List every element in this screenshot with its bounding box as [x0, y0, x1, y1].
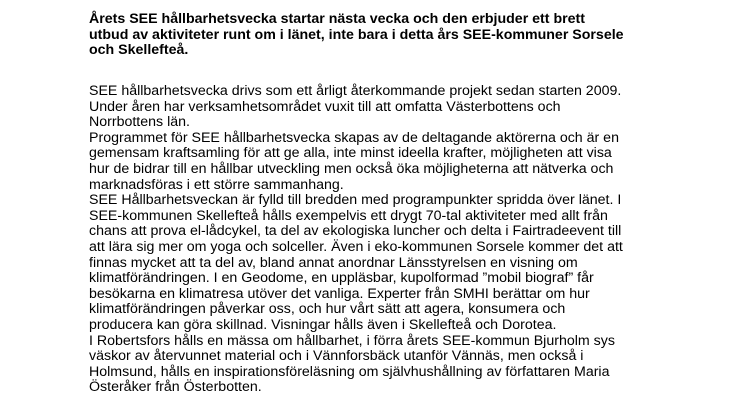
body-line: I Robertsfors hålls en mässa om hållbarhet, i förra årets SEE-kommun Bjurholm sys: [89, 332, 615, 349]
body-line: besökarna en klimatresa utöver det vanliga. Experter från SMHI berättar om hur: [89, 285, 590, 302]
lead-line: och Skellefteå.: [89, 42, 189, 59]
lead-line: utbud av aktiviteter runt om i länet, inte bara i detta års SEE-kommuner Sorsele: [89, 26, 624, 43]
body-line: klimatförändringen. I en Geodome, en uppläsbar, kupolformad ”mobil biograf” får: [89, 270, 594, 287]
body-line: Holmsund, hålls en inspirationsföreläsning om självhushållning av författaren Maria: [89, 363, 610, 380]
lead-paragraph: [89, 12, 709, 59]
body-line: SEE-kommunen Skellefteå hålls exempelvis ett drygt 70-tal aktiviteter med allt från: [89, 207, 608, 224]
body-line: klimatförändringen påverkar oss, och hur vårt sätt att agera, konsumera och: [89, 301, 566, 318]
body-line: gemensam kraftsamling för att ge alla, inte minst ideella krafter, möjligheten att visa: [89, 145, 612, 162]
lead-line: Årets SEE hållbarhetsvecka startar nästa vecka och den erbjuder ett brett: [89, 11, 585, 27]
body-line: att lära sig mer om yoga och solceller. Även i eko-kommunen Sorsele kommer det att: [89, 238, 623, 255]
body-line: SEE hållbarhetsvecka drivs som ett årligt återkommande projekt sedan starten 2009.: [89, 83, 622, 99]
body-line: hur de bidrar till en hållbar utveckling men också öka möjligheterna att nätverka och: [89, 160, 614, 177]
body-line: marknadsföras i ett större sammanhang.: [89, 176, 344, 193]
body-line: chans att prova el-lådcykel, ta del av ekologiska luncher och delta i Fairtradeevent till: [89, 223, 622, 240]
body-line: väskor av återvunnet material och i Vännforsbäck utanför Vännäs, men också i: [89, 348, 584, 365]
body-line: SEE Hållbarhetsveckan är fylld till bredden med programpunkter spridda över länet. I: [89, 192, 622, 209]
body-line: Under åren har verksamhetsområdet vuxit till att omfatta Västerbottens och: [89, 98, 561, 115]
body-line: Norrbottens län.: [89, 114, 190, 131]
body-line: producera kan göra skillnad. Visningar hålls även i Skellefteå och Dorotea.: [89, 316, 557, 333]
body-line: finnas mycket att ta del av, bland annat anordnar Länsstyrelsen en visning om: [89, 254, 578, 271]
body-text: [89, 84, 709, 396]
body-line: Österåker från Österbotten.: [89, 379, 262, 396]
body-line: Programmet för SEE hållbarhetsvecka skapas av de deltagande aktörerna och är en: [89, 129, 619, 146]
